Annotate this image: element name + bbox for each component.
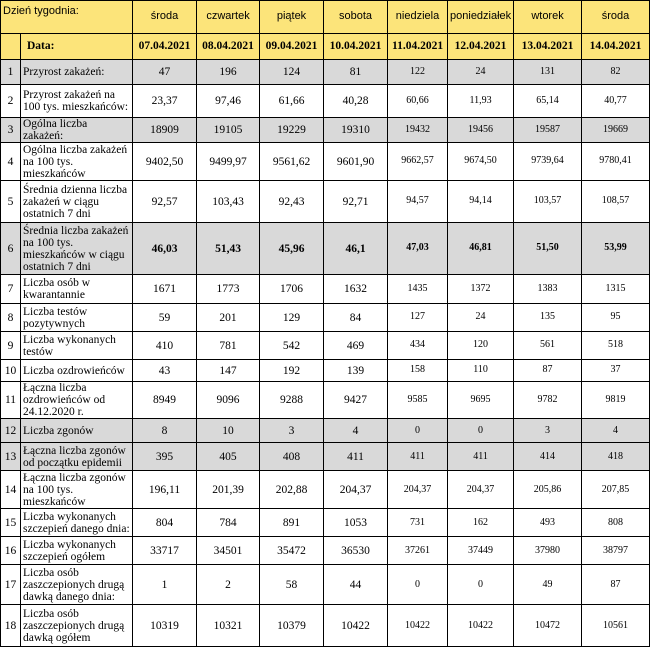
value-cell: 94,57 [388, 181, 448, 223]
value-cell: 1632 [324, 275, 388, 304]
row-number: 5 [1, 181, 21, 223]
table-row [1, 360, 650, 382]
value-cell: 47,03 [388, 223, 448, 275]
value-cell: 37261 [388, 537, 448, 565]
value-cell: 731 [388, 509, 448, 537]
value-cell: 24 [448, 60, 514, 85]
row-label: Średnia dzienna liczba zakażeń w ciągu ostatnich 7 dni [21, 181, 133, 223]
row-label: Łączna liczba zgonów od początku epidemii [21, 443, 133, 471]
row-label: Łączna liczba ozdrowieńców od 24.12.2020 r. [21, 382, 133, 419]
value-cell: 9427 [324, 382, 388, 419]
table-row [1, 565, 650, 605]
date-cell: 11.04.2021 [388, 34, 448, 60]
value-cell: 59 [133, 304, 197, 332]
value-cell: 108,57 [582, 181, 650, 223]
value-cell: 40,28 [324, 85, 388, 118]
value-cell: 92,57 [133, 181, 197, 223]
table-row [1, 143, 650, 181]
value-cell: 103,43 [197, 181, 260, 223]
value-cell: 518 [582, 332, 650, 360]
value-cell: 9674,50 [448, 143, 514, 181]
row-number: 16 [1, 537, 21, 565]
value-cell: 19587 [514, 118, 582, 143]
value-cell: 804 [133, 509, 197, 537]
value-cell: 408 [260, 443, 324, 471]
value-cell: 3 [514, 419, 582, 443]
row-label: Liczba osób w kwarantannie [21, 275, 133, 304]
table-row [1, 509, 650, 537]
value-cell: 35472 [260, 537, 324, 565]
table-row [1, 275, 650, 304]
table-row [1, 304, 650, 332]
table-row [1, 223, 650, 275]
row-number: 9 [1, 332, 21, 360]
value-cell: 37449 [448, 537, 514, 565]
value-cell: 45,96 [260, 223, 324, 275]
date-cell: 08.04.2021 [197, 34, 260, 60]
corner-cell [1, 34, 21, 60]
row-label: Liczba testów pozytywnych [21, 304, 133, 332]
value-cell: 405 [197, 443, 260, 471]
value-cell: 10319 [133, 605, 197, 647]
value-cell: 9780,41 [582, 143, 650, 181]
value-cell: 53,99 [582, 223, 650, 275]
value-cell: 410 [133, 332, 197, 360]
date-cell: 12.04.2021 [448, 34, 514, 60]
row-label: Przyrost zakażeń: [21, 60, 133, 85]
row-label: Liczba osób zaszczepionych drugą dawką danego dnia: [21, 565, 133, 605]
row-label: Liczba wykonanych szczepień ogółem [21, 537, 133, 565]
value-cell: 1372 [448, 275, 514, 304]
value-cell: 411 [388, 443, 448, 471]
day-cell: niedziela [388, 1, 448, 34]
value-cell: 60,66 [388, 85, 448, 118]
value-cell: 9601,90 [324, 143, 388, 181]
value-cell: 3 [260, 419, 324, 443]
value-cell: 4 [582, 419, 650, 443]
value-cell: 65,14 [514, 85, 582, 118]
value-cell: 1 [133, 565, 197, 605]
day-cell: środa [133, 1, 197, 34]
value-cell: 158 [388, 360, 448, 382]
value-cell: 1383 [514, 275, 582, 304]
value-cell: 10321 [197, 605, 260, 647]
value-cell: 38797 [582, 537, 650, 565]
value-cell: 162 [448, 509, 514, 537]
value-cell: 9782 [514, 382, 582, 419]
value-cell: 8 [133, 419, 197, 443]
value-cell: 127 [388, 304, 448, 332]
value-cell: 139 [324, 360, 388, 382]
value-cell: 40,77 [582, 85, 650, 118]
row-number: 13 [1, 443, 21, 471]
value-cell: 205,86 [514, 471, 582, 509]
value-cell: 124 [260, 60, 324, 85]
day-cell: środa [582, 1, 650, 34]
value-cell: 207,85 [582, 471, 650, 509]
row-label: Ogólna liczba zakażeń: [21, 118, 133, 143]
row-number: 18 [1, 605, 21, 647]
value-cell: 84 [324, 304, 388, 332]
value-cell: 10561 [582, 605, 650, 647]
value-cell: 135 [514, 304, 582, 332]
value-cell: 11,93 [448, 85, 514, 118]
header-day-row [1, 1, 650, 34]
value-cell: 122 [388, 60, 448, 85]
value-cell: 2 [197, 565, 260, 605]
value-cell: 9739,64 [514, 143, 582, 181]
value-cell: 0 [388, 419, 448, 443]
value-cell: 784 [197, 509, 260, 537]
value-cell: 46,03 [133, 223, 197, 275]
table-row [1, 118, 650, 143]
value-cell: 0 [448, 419, 514, 443]
table-row [1, 471, 650, 509]
value-cell: 0 [388, 565, 448, 605]
value-cell: 418 [582, 443, 650, 471]
day-cell: sobota [324, 1, 388, 34]
value-cell: 395 [133, 443, 197, 471]
value-cell: 9695 [448, 382, 514, 419]
value-cell: 10422 [324, 605, 388, 647]
value-cell: 1671 [133, 275, 197, 304]
value-cell: 411 [324, 443, 388, 471]
value-cell: 33717 [133, 537, 197, 565]
value-cell: 10472 [514, 605, 582, 647]
row-number: 10 [1, 360, 21, 382]
row-number: 1 [1, 60, 21, 85]
value-cell: 9585 [388, 382, 448, 419]
row-number: 15 [1, 509, 21, 537]
value-cell: 204,37 [448, 471, 514, 509]
row-number: 8 [1, 304, 21, 332]
value-cell: 201 [197, 304, 260, 332]
table-row [1, 60, 650, 85]
value-cell: 9662,57 [388, 143, 448, 181]
value-cell: 44 [324, 565, 388, 605]
value-cell: 9402,50 [133, 143, 197, 181]
value-cell: 61,66 [260, 85, 324, 118]
value-cell: 95 [582, 304, 650, 332]
value-cell: 10 [197, 419, 260, 443]
value-cell: 9561,62 [260, 143, 324, 181]
row-label: Liczba zgonów [21, 419, 133, 443]
table-row [1, 419, 650, 443]
day-cell: piątek [260, 1, 324, 34]
value-cell: 34501 [197, 537, 260, 565]
value-cell: 47 [133, 60, 197, 85]
value-cell: 411 [448, 443, 514, 471]
table-row [1, 537, 650, 565]
value-cell: 202,88 [260, 471, 324, 509]
value-cell: 469 [324, 332, 388, 360]
value-cell: 542 [260, 332, 324, 360]
value-cell: 19229 [260, 118, 324, 143]
value-cell: 808 [582, 509, 650, 537]
value-cell: 18909 [133, 118, 197, 143]
value-cell: 131 [514, 60, 582, 85]
row-label: Przyrost zakażeń na 100 tys. mieszkańców: [21, 85, 133, 118]
table-row [1, 443, 650, 471]
value-cell: 51,43 [197, 223, 260, 275]
value-cell: 781 [197, 332, 260, 360]
value-cell: 891 [260, 509, 324, 537]
date-cell: 14.04.2021 [582, 34, 650, 60]
value-cell: 46,81 [448, 223, 514, 275]
value-cell: 37 [582, 360, 650, 382]
row-number: 11 [1, 382, 21, 419]
value-cell: 1053 [324, 509, 388, 537]
value-cell: 43 [133, 360, 197, 382]
value-cell: 129 [260, 304, 324, 332]
row-number: 17 [1, 565, 21, 605]
row-number: 2 [1, 85, 21, 118]
date-cell: 09.04.2021 [260, 34, 324, 60]
value-cell: 94,14 [448, 181, 514, 223]
day-of-week-label: Dzień tygodnia: [1, 1, 133, 34]
value-cell: 103,57 [514, 181, 582, 223]
value-cell: 9499,97 [197, 143, 260, 181]
row-number: 14 [1, 471, 21, 509]
row-label: Liczba osób zaszczepionych drugą dawką ogółem [21, 605, 133, 647]
value-cell: 196 [197, 60, 260, 85]
value-cell: 81 [324, 60, 388, 85]
value-cell: 36530 [324, 537, 388, 565]
value-cell: 19456 [448, 118, 514, 143]
value-cell: 97,46 [197, 85, 260, 118]
value-cell: 434 [388, 332, 448, 360]
value-cell: 0 [448, 565, 514, 605]
value-cell: 19310 [324, 118, 388, 143]
value-cell: 147 [197, 360, 260, 382]
row-label: Liczba wykonanych testów [21, 332, 133, 360]
date-cell: 07.04.2021 [133, 34, 197, 60]
value-cell: 120 [448, 332, 514, 360]
value-cell: 19105 [197, 118, 260, 143]
value-cell: 204,37 [324, 471, 388, 509]
value-cell: 87 [582, 565, 650, 605]
value-cell: 37980 [514, 537, 582, 565]
row-label: Średnia liczba zakażeń na 100 tys. mieszkańców w ciągu ostatnich 7 dni [21, 223, 133, 275]
row-label: Liczba wykonanych szczepień danego dnia: [21, 509, 133, 537]
table-row [1, 85, 650, 118]
table-row [1, 605, 650, 647]
date-cell: 10.04.2021 [324, 34, 388, 60]
table-row [1, 332, 650, 360]
day-cell: czwartek [197, 1, 260, 34]
value-cell: 10422 [448, 605, 514, 647]
value-cell: 1435 [388, 275, 448, 304]
value-cell: 10422 [388, 605, 448, 647]
value-cell: 46,1 [324, 223, 388, 275]
day-cell: wtorek [514, 1, 582, 34]
row-number: 4 [1, 143, 21, 181]
value-cell: 49 [514, 565, 582, 605]
value-cell: 92,71 [324, 181, 388, 223]
value-cell: 82 [582, 60, 650, 85]
date-cell: 13.04.2021 [514, 34, 582, 60]
value-cell: 1773 [197, 275, 260, 304]
table-row [1, 382, 650, 419]
value-cell: 8949 [133, 382, 197, 419]
date-label: Data: [21, 34, 133, 60]
value-cell: 23,37 [133, 85, 197, 118]
row-number: 6 [1, 223, 21, 275]
value-cell: 58 [260, 565, 324, 605]
value-cell: 9096 [197, 382, 260, 419]
row-label: Ogólna liczba zakażeń na 100 tys. mieszkańców [21, 143, 133, 181]
value-cell: 414 [514, 443, 582, 471]
value-cell: 110 [448, 360, 514, 382]
value-cell: 92,43 [260, 181, 324, 223]
value-cell: 19432 [388, 118, 448, 143]
value-cell: 87 [514, 360, 582, 382]
value-cell: 493 [514, 509, 582, 537]
value-cell: 196,11 [133, 471, 197, 509]
value-cell: 19669 [582, 118, 650, 143]
value-cell: 9288 [260, 382, 324, 419]
row-number: 12 [1, 419, 21, 443]
row-number: 3 [1, 118, 21, 143]
row-label: Liczba ozdrowieńców [21, 360, 133, 382]
value-cell: 1315 [582, 275, 650, 304]
value-cell: 561 [514, 332, 582, 360]
value-cell: 1706 [260, 275, 324, 304]
value-cell: 192 [260, 360, 324, 382]
value-cell: 51,50 [514, 223, 582, 275]
row-number: 7 [1, 275, 21, 304]
header-date-row [1, 34, 650, 60]
value-cell: 10379 [260, 605, 324, 647]
table-row [1, 181, 650, 223]
value-cell: 4 [324, 419, 388, 443]
value-cell: 204,37 [388, 471, 448, 509]
value-cell: 24 [448, 304, 514, 332]
row-label: Łączna liczba zgonów na 100 tys. mieszkańców [21, 471, 133, 509]
value-cell: 201,39 [197, 471, 260, 509]
day-cell: poniedziałek [448, 1, 514, 34]
value-cell: 9819 [582, 382, 650, 419]
